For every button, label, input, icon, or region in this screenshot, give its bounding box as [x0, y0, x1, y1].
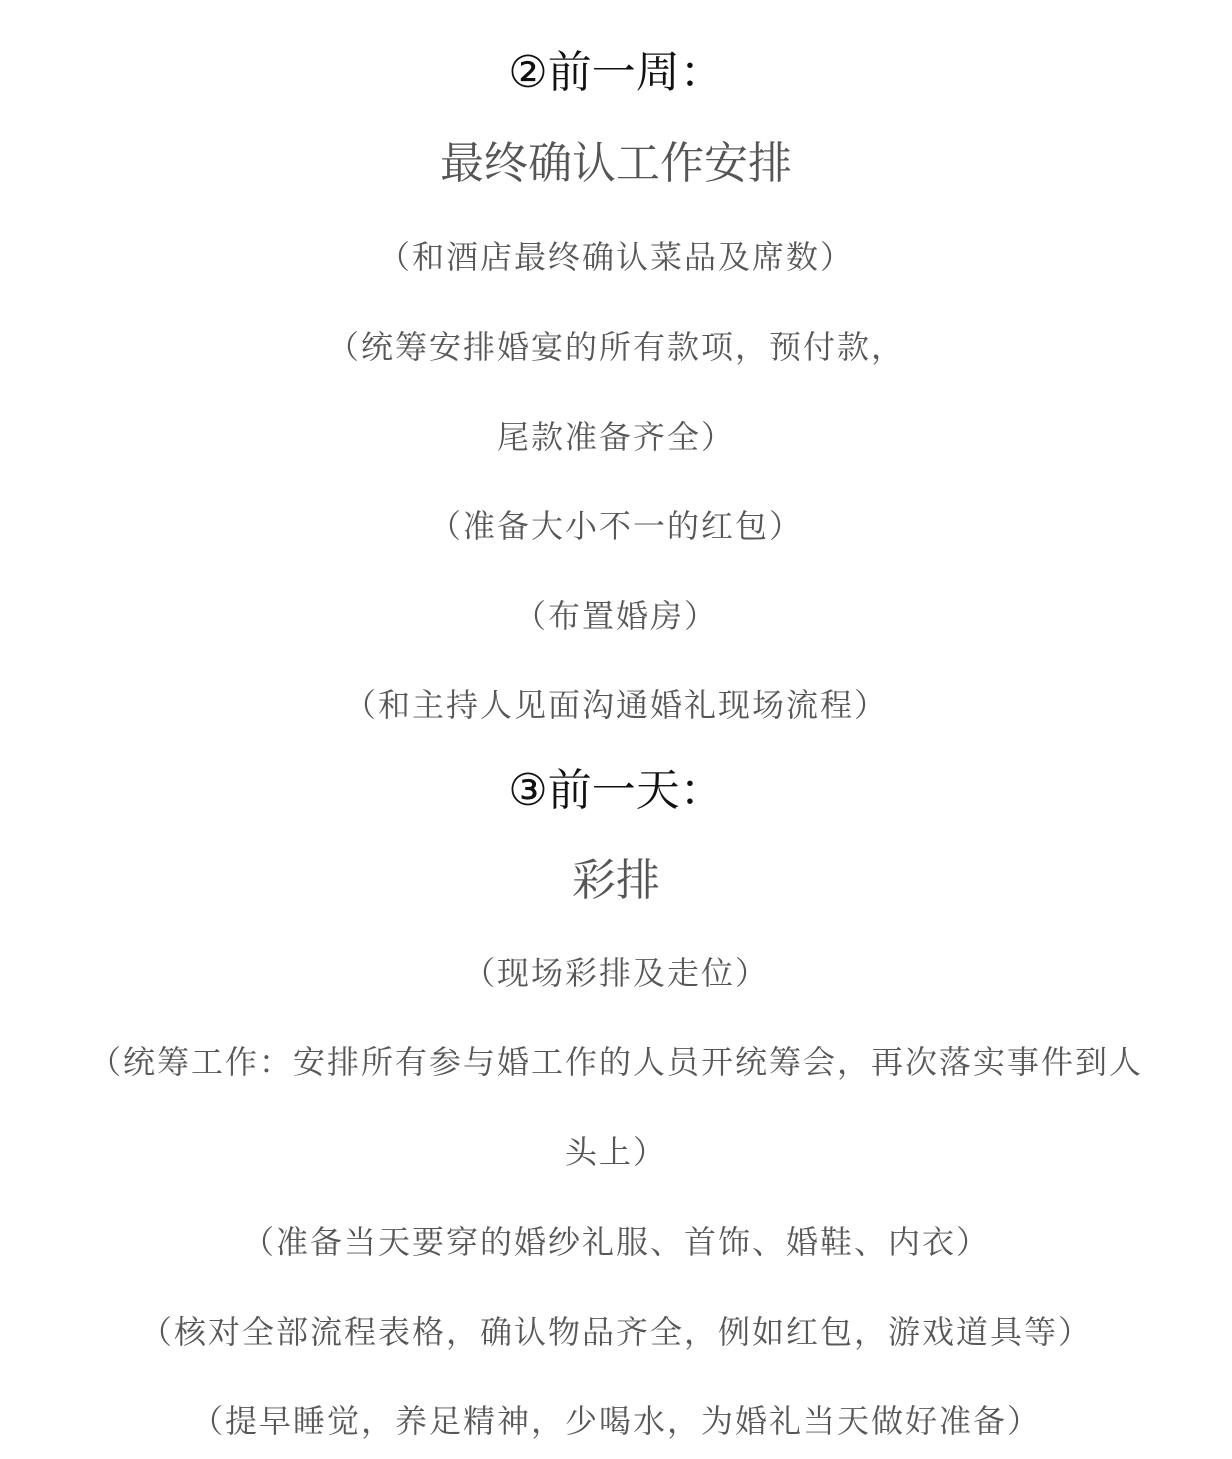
task-item: （核对全部流程表格，确认物品齐全，例如红包，游戏道具等）	[139, 1313, 1092, 1351]
section-heading-one-week-before: ②前一周：	[508, 47, 724, 98]
task-item: （统筹安排婚宴的所有款项，预付款，	[326, 328, 905, 366]
task-item: （准备大小不一的红包）	[428, 507, 803, 545]
task-item: （和酒店最终确认菜品及席数）	[377, 238, 854, 276]
task-item-continuation: 头上）	[564, 1133, 667, 1171]
task-item: （准备当天要穿的婚纱礼服、首饰、婚鞋、内衣）	[241, 1223, 990, 1261]
task-item: （和主持人见面沟通婚礼现场流程）	[343, 686, 888, 724]
task-item: （现场彩排及走位）	[462, 954, 769, 992]
section-heading-one-day-before: ③前一天：	[508, 765, 724, 816]
section-subheading-final-confirmation: 最终确认工作安排	[440, 138, 792, 189]
section-subheading-rehearsal: 彩排	[572, 855, 660, 906]
task-item: （提早睡觉，养足精神，少喝水，为婚礼当天做好准备）	[190, 1402, 1041, 1440]
task-item-continuation: 尾款准备齐全）	[496, 418, 735, 456]
task-item: （布置婚房）	[513, 597, 718, 635]
task-item: （统筹工作：安排所有参与婚工作的人员开统筹会，再次落实事件到人	[88, 1043, 1143, 1081]
